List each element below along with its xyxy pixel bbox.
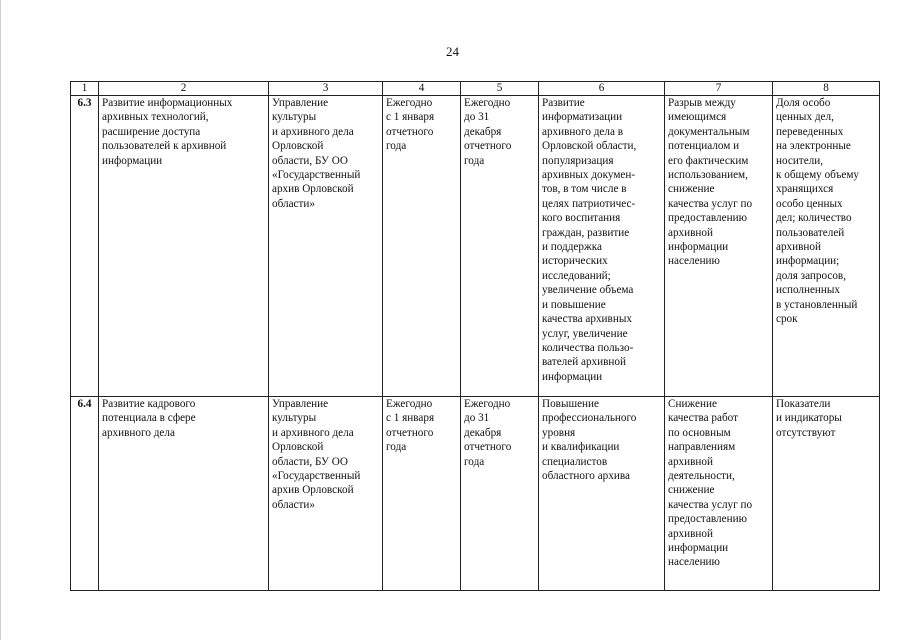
consequences-cell: Разрыв между имеющимся документальным потенциалом и его фактическим использованием, снижение качества услуг по предоставлению архивной информации населению (665, 96, 773, 397)
consequences-cell: Снижение качества работ по основным направлениям архивной деятельности, снижение качества услуг по предоставлению архивной информации населению (665, 397, 773, 591)
end-date-cell: Ежегодно до 31 декабря отчетного года (461, 96, 539, 397)
indicators-cell: Доля особо ценных дел, переведенных на электронные носители, к общему объему хранящихся особо ценных дел; количество пользователей архивной информации; доля запросов, исполненных в установленный срок (773, 96, 880, 397)
column-header-3: 3 (269, 82, 383, 96)
start-date-cell: Ежегодно с 1 января отчетного года (383, 397, 461, 591)
program-measures-table (70, 81, 880, 591)
column-header-5: 5 (461, 82, 539, 96)
column-header-2: 2 (99, 82, 269, 96)
executor-cell: Управление культуры и архивного дела Орловской области, БУ ОО «Государственный архив Орловской области» (269, 397, 383, 591)
page-number: 24 (446, 44, 459, 59)
indicators-cell: Показатели и индикаторы отсутствуют (773, 397, 880, 591)
expected-result-cell: Развитие информатизации архивного дела в Орловской области, популяризация архивных докумен- тов, в том числе в целях патриотичес- кого воспитания граждан, развитие и поддержка исторических исследований; увеличение объема и повышение качества архивных услуг, увеличение количества пользо- вателей архивной информации (539, 96, 665, 397)
column-header-7: 7 (665, 82, 773, 96)
column-header-4: 4 (383, 82, 461, 96)
table-row (71, 397, 880, 591)
activity-cell: Развитие информационных архивных технологий, расширение доступа пользователей к архивной информации (99, 96, 269, 397)
table-row (71, 96, 880, 397)
row-number: 6.4 (71, 397, 99, 591)
end-date-cell: Ежегодно до 31 декабря отчетного года (461, 397, 539, 591)
scan-edge-line (0, 0, 1, 640)
column-header-1: 1 (71, 82, 99, 96)
column-header-8: 8 (773, 82, 880, 96)
table-header-row (71, 82, 880, 96)
executor-cell: Управление культуры и архивного дела Орловской области, БУ ОО «Государственный архив Орловской области» (269, 96, 383, 397)
expected-result-cell: Повышение профессионального уровня и квалификации специалистов областного архива (539, 397, 665, 591)
start-date-cell: Ежегодно с 1 января отчетного года (383, 96, 461, 397)
activity-cell: Развитие кадрового потенциала в сфере архивного дела (99, 397, 269, 591)
column-header-6: 6 (539, 82, 665, 96)
row-number: 6.3 (71, 96, 99, 397)
